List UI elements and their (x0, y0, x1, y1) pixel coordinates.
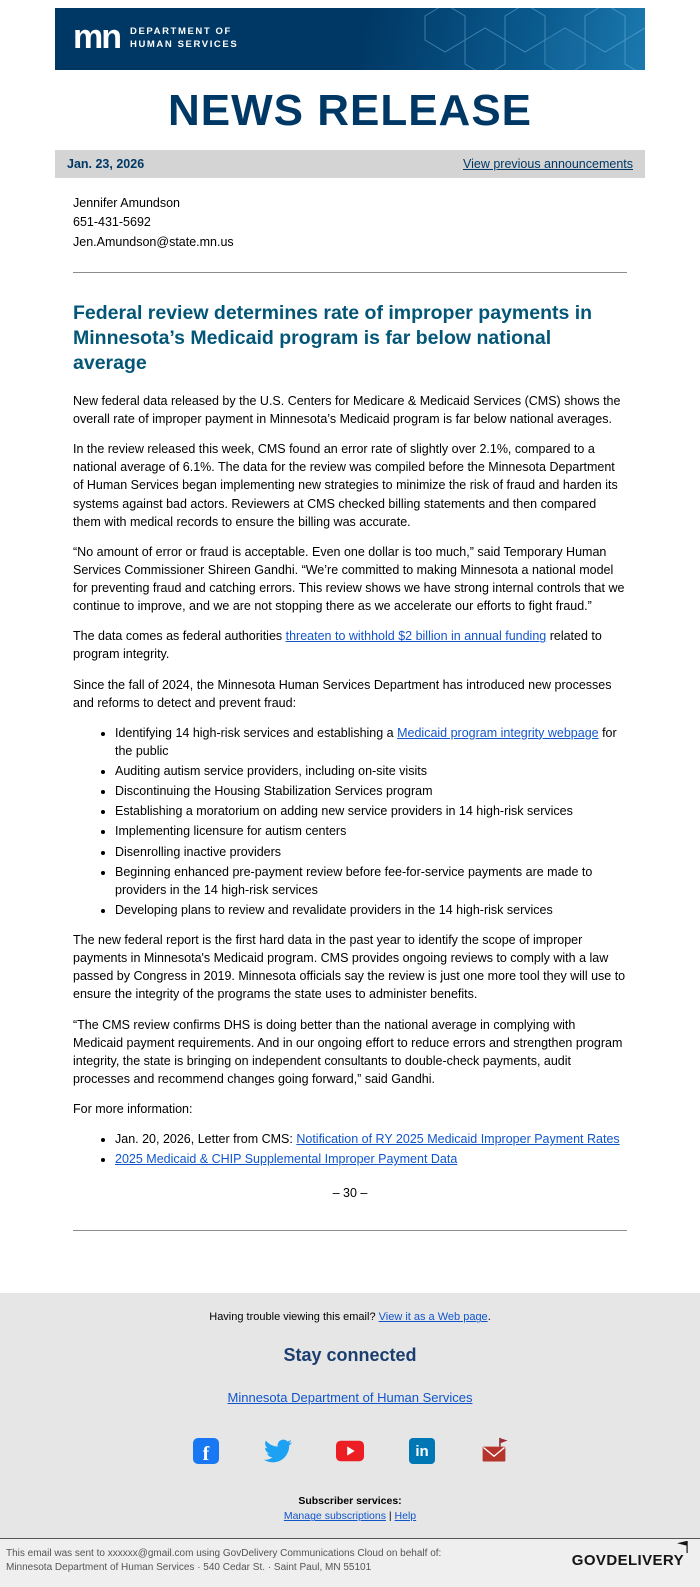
paragraph-reforms-intro: Since the fall of 2024, the Minnesota Human Services Department has introduced new processes and reforms to detect and prevent fraud: (73, 677, 612, 710)
paragraph-report-context: The new federal report is the first hard data in the past year to identify the scope of improper payments in Minnesota's Medicaid program. CMS provides ongoing reviews to comply with a law passed by Congress in 2019. Minnesota officials say the review is just one more tool they will use to ensure the integrity of the programs the state uses to administer benefits. (73, 933, 626, 1002)
mn-dhs-logo (73, 20, 238, 58)
cms-letter-pre: Jan. 20, 2026, Letter from CMS: (115, 1132, 297, 1147)
department-line-2: HUMAN SERVICES (130, 39, 239, 50)
govdelivery-logo-text: GOVDELIVERY (571, 1552, 684, 1570)
program-integrity-webpage-link[interactable]: Medicaid program integrity webpage (397, 725, 599, 740)
facebook-icon[interactable] (192, 1437, 220, 1465)
reform-1-pre: Identifying 14 high-risk services and establishing a (115, 725, 398, 740)
dhs-website-link[interactable]: Minnesota Department of Human Services (227, 1390, 473, 1406)
manage-subscriptions-link[interactable]: Manage subscriptions (283, 1510, 386, 1523)
list-item: • Beginning enhanced pre-payment review before fee-for-service payments are made to providers in the 14 high-risk services (115, 863, 627, 899)
headline: Federal review determines rate of improper payments in Minnesota’s Medicaid program is far below national average (73, 302, 593, 375)
contact-name: Jennifer Amundson (73, 196, 181, 210)
divider-bottom (73, 1230, 627, 1231)
web-version-text-post: . (487, 1311, 491, 1324)
facebook-glyph: f (202, 1443, 210, 1465)
department-line-1: DEPARTMENT OF (130, 26, 232, 38)
stay-connected-heading: Stay connected (283, 1345, 417, 1366)
more-info-list (73, 1130, 627, 1168)
list-item: • Disenrolling inactive providers (115, 843, 627, 861)
contact-block (55, 178, 645, 258)
reform-1-post: for the public (115, 725, 617, 758)
paragraph-funding (73, 627, 627, 663)
email-disclaimer: This email was sent to xxxxxx@gmail.com using GovDelivery Communications Cloud on behalf of: Minnesota Department of Human Services · 540 Cedar St. · Saint Paul, MN 55101 (6, 1548, 442, 1574)
paragraph-quote-gandhi-1: “No amount of error or fraud is acceptable. Even one dollar is too much,” said Temporary Human Services Commissioner Shireen Gandhi. “We’re committed to making Minnesota a national model for preventing fraud and catching errors. This review shows we have strong internal controls that we continue to improve, and we are not stopping there as we accelerate our efforts to fight fraud.” (73, 544, 625, 614)
news-release-title: NEWS RELEASE (167, 86, 533, 135)
govdelivery-logo (572, 1552, 688, 1570)
web-version-text-pre: Having trouble viewing this email? (209, 1311, 379, 1324)
paragraph-lede: New federal data released by the U.S. Centers for Medicare & Medicaid Services (CMS) shows the overall rate of improper payment in Minnesota’s Medicaid program is far below national averages. (73, 393, 621, 427)
date-bar (55, 150, 645, 178)
twitter-icon[interactable] (264, 1437, 292, 1465)
list-item (115, 724, 627, 760)
web-page-link[interactable]: View it as a Web page (378, 1311, 488, 1324)
govdelivery-email-icon[interactable] (480, 1437, 508, 1465)
paragraph-quote-gandhi-2: “The CMS review confirms DHS is doing better than the national average in complying with Medicaid payment requirements. And in our ongoing effort to reduce errors and strengthen program integrity, the state is bringing on independent consultants to double-check payments, audit processes and recommend changes going forward,” said Gandhi. (73, 1017, 623, 1086)
previous-announcements-link[interactable]: View previous announcements (462, 157, 633, 171)
header-banner (55, 8, 645, 70)
department-name (130, 26, 238, 52)
govdelivery-bar (0, 1538, 700, 1587)
paragraph-more-info: For more information: (73, 1102, 193, 1117)
end-mark: – 30 – (332, 1186, 368, 1201)
list-item (115, 1130, 627, 1148)
email-footer (0, 1293, 700, 1538)
release-date: Jan. 23, 2026 (67, 157, 145, 171)
web-version-line (0, 1311, 700, 1323)
funding-text-pre: The data comes as federal authorities (73, 629, 286, 644)
divider-top (73, 272, 627, 273)
email-body (55, 8, 645, 1279)
list-item: • Developing plans to review and revalidate providers in the 14 high-risk services (115, 901, 627, 919)
paragraph-review-details: In the review released this week, CMS found an error rate of slightly over 2.1%, compared to a national average of 6.1%. The data for the review was compiled before the Minnesota Department of Human Services began implementing new strategies to minimize the risk of fraud and harden its systems against bad actors. Reviewers at CMS checked billing statements and then compared them with medical records to ensure the billing was accurate. (73, 442, 618, 529)
cms-letter-link[interactable]: Notification of RY 2025 Medicaid Improper Payment Rates (296, 1132, 620, 1147)
article (55, 287, 645, 1216)
social-icons-row (0, 1437, 700, 1465)
linkedin-glyph: in (415, 1442, 429, 1460)
subscriber-services (0, 1495, 700, 1522)
mn-logo-mark: mn (73, 18, 120, 56)
withhold-funding-link[interactable]: threaten to withhold $2 billion in annual funding (285, 629, 547, 644)
list-item: • Establishing a moratorium on adding new service providers in 14 high-risk services (115, 802, 627, 820)
list-item: • Auditing autism service providers, including on-site visits (115, 762, 627, 780)
subscriber-services-label: Subscriber services: (298, 1495, 402, 1508)
reforms-list (73, 724, 627, 919)
contact-email: Jen.Amundson@state.mn.us (73, 234, 234, 249)
funding-text-post: related to program integrity. (73, 629, 602, 662)
help-link[interactable]: Help (394, 1510, 417, 1523)
supplemental-data-link[interactable]: 2025 Medicaid & CHIP Supplemental Improper Payment Data (115, 1152, 458, 1167)
list-item: • Discontinuing the Housing Stabilization Services program (115, 782, 627, 800)
contact-phone: 651-431-5692 (73, 215, 151, 230)
link-separator: | (388, 1510, 392, 1523)
list-item (115, 1150, 627, 1168)
linkedin-icon[interactable] (408, 1437, 436, 1465)
govdelivery-flag-icon (676, 1541, 690, 1553)
hexagon-pattern (325, 8, 645, 70)
youtube-icon[interactable] (336, 1437, 364, 1465)
list-item: • Implementing licensure for autism centers (115, 822, 627, 840)
